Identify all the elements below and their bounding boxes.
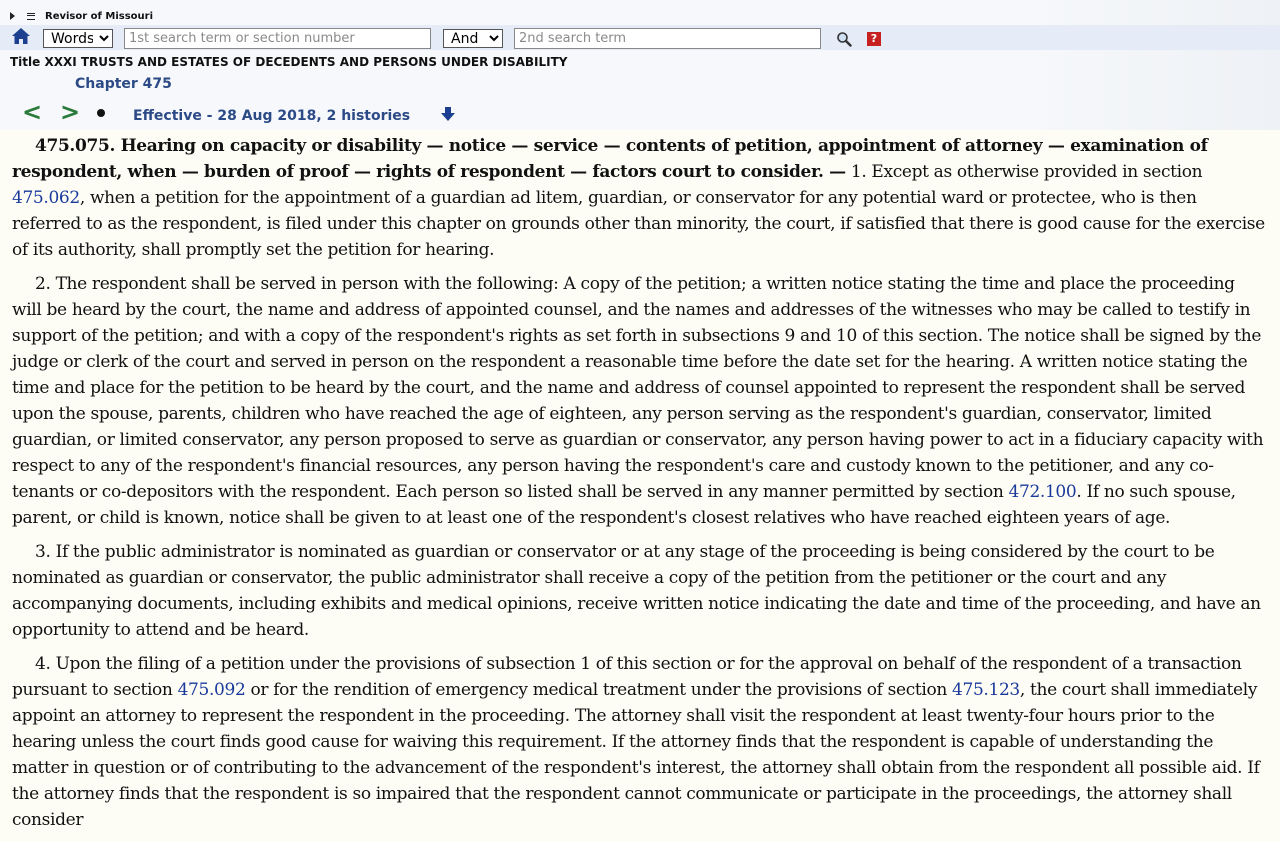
paragraph-text: . If no such spouse, parent, or child is known, notice shall be given to at least one of the respondent's closest relatives who have reached eighteen years of age. <box>12 482 1236 528</box>
section-link-475-123[interactable]: 475.123 <box>952 680 1020 700</box>
paragraph-text: 2. The respondent shall be served in person with the following: A copy of the petition; a written notice stating the time and place the proceeding will be heard by the court, the name and address of appointed counsel, and the names and addresses of the witnesses who may be called to testify in support of the petition; and with a copy of the respondent's rights as set forth in subsections 9 and 10 of this section. The notice shall be signed by the judge or clerk of the court and served in person on the respondent a reasonable time before the date set for the hearing. A written notice stating the time and place for the petition to be heard by the court, and the name and address of counsel appointed to represent the respondent shall be served upon the spouse, parents, children who have reached the age of eighteen, any person serving as the respondent's guardian, conservator, limited guardian, or limited conservator, any person proposed to serve as guardian or conservator, any person having power to act in a fiduciary capacity with respect to any of the respondent's financial resources, any person having the respondent's care and custody known to the petitioner, and any co-tenants or co-depositors with the respondent. Each person so listed shall be served in any manner permitted by section <box>12 274 1264 502</box>
paragraph-text: or for the rendition of emergency medical treatment under the provisions of section <box>245 680 953 700</box>
chapter-link[interactable]: Chapter 475 <box>75 76 172 92</box>
next-section-button[interactable]: > <box>60 98 81 126</box>
effective-date-link[interactable]: Effective - 28 Aug 2018, 2 histories <box>133 108 411 124</box>
current-section-dot-icon <box>97 109 105 117</box>
paragraph-text: 1. Except as otherwise provided in section <box>845 162 1203 182</box>
help-icon[interactable]: ? <box>867 32 881 46</box>
section-link-475-092[interactable]: 475.092 <box>177 680 246 700</box>
search-operator-select[interactable] <box>443 29 503 48</box>
paragraph-text: 4. Upon the filing of a petition under the provisions of subsection 1 of this section or for the approval on behalf of the respondent of a transaction pursuant to section <box>12 654 1242 700</box>
arrow-down-icon[interactable] <box>440 106 456 122</box>
expand-triangle-icon[interactable] <box>10 12 15 20</box>
section-content <box>12 133 1268 841</box>
top-bar <box>0 0 1280 130</box>
paragraph-text: , when a petition for the appointment of a guardian ad litem, guardian, or conservator for any potential ward or protectee, who is then referred to as the respondent, is filed under this chapter on grounds other than minority, the court, if satisfied that there is good cause for the exercise of its authority, shall promptly set the petition for hearing. <box>12 188 1265 260</box>
home-icon[interactable] <box>11 27 31 45</box>
search-mode-select[interactable] <box>43 29 113 48</box>
hamburger-menu-icon[interactable] <box>27 13 35 20</box>
paragraph-1 <box>12 133 1268 263</box>
paragraph-text: , the court shall immediately appoint an attorney to represent the respondent in the proceeding. The attorney shall visit the respondent at least twenty-four hours prior to the hearing unless the court finds good cause for waiving this requirement. If the attorney finds that the respondent is capable of understanding the matter in question or of contributing to the advancement of the respondent's interest, the attorney shall obtain from the respondent all possible aid. If the attorney finds that the respondent is so impaired that the respondent cannot communicate or participate in the proceedings, the attorney shall consider <box>12 680 1260 830</box>
section-heading: 475.075. Hearing on capacity or disability — notice — service — contents of petition, appointment of attorney — examination of respondent, when — burden of proof — rights of respondent — factors court to consider. — <box>12 136 1208 182</box>
section-link-472-100[interactable]: 472.100 <box>1008 482 1077 502</box>
prev-section-button[interactable]: < <box>22 98 43 126</box>
paragraph-2 <box>12 271 1268 531</box>
search-icon[interactable] <box>836 31 852 47</box>
title-line: Title XXXI TRUSTS AND ESTATES OF DECEDENTS AND PERSONS UNDER DISABILITY <box>10 55 568 69</box>
paragraph-3: 3. If the public administrator is nominated as guardian or conservator or at any stage of the proceeding is being considered by the court to be nominated as guardian or conservator, the public administrator shall receive a copy of the petition from the petitioner or the court and any accompanying documents, including exhibits and medical opinions, receive written notice indicating the date and time of the proceeding, and have an opportunity to attend and be heard. <box>12 542 1261 640</box>
search-bar <box>0 25 1280 50</box>
section-link-475-062[interactable]: 475.062 <box>12 188 80 208</box>
menu-row <box>10 9 153 23</box>
search-term-1-input[interactable] <box>124 28 431 49</box>
search-term-2-input[interactable] <box>514 28 821 49</box>
site-name[interactable]: Revisor of Missouri <box>45 10 153 22</box>
paragraph-4 <box>12 651 1268 833</box>
